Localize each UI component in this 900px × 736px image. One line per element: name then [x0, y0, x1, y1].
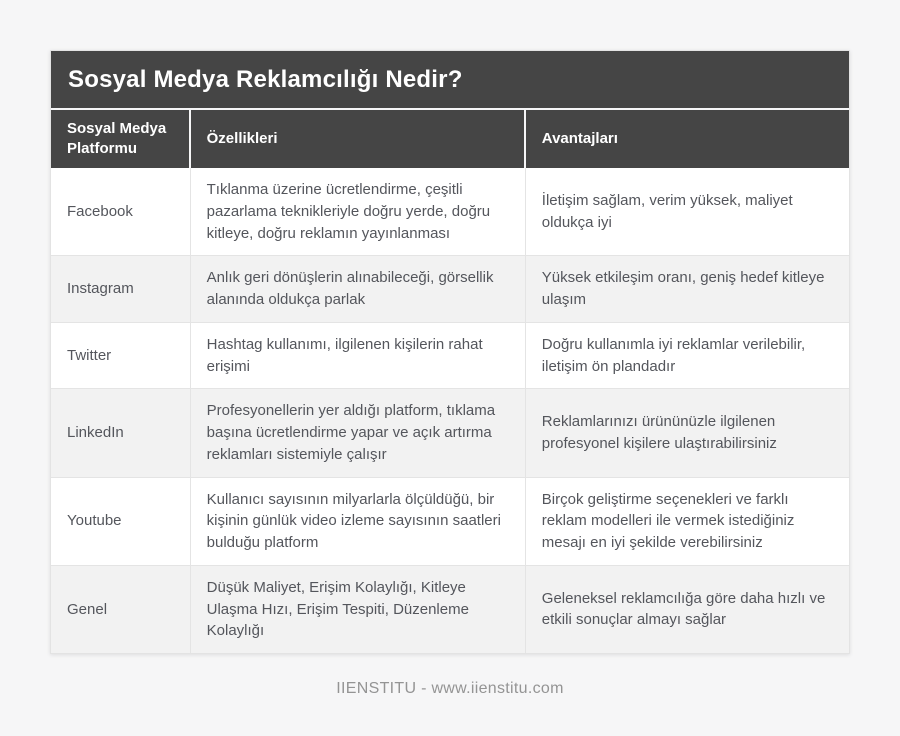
platform-advantages: İletişim sağlam, verim yüksek, maliyet oldukça iyi: [526, 168, 849, 256]
table-row-instagram: [51, 256, 849, 323]
table-row-twitter: [51, 323, 849, 390]
column-header-advantages: Avantajları: [526, 110, 849, 168]
platform-features: Profesyonellerin yer aldığı platform, tıklama başına ücretlendirme yapar ve açık artırma reklamları sistemiyle çalışır: [191, 389, 526, 477]
platform-name: LinkedIn: [51, 389, 191, 477]
page-title: Sosyal Medya Reklamcılığı Nedir?: [51, 51, 849, 110]
platform-features: Düşük Maliyet, Erişim Kolaylığı, Kitleye Ulaşma Hızı, Erişim Tespiti, Düzenleme Kolaylığı: [191, 566, 526, 653]
platform-name: Genel: [51, 566, 191, 653]
platform-name: Twitter: [51, 323, 191, 390]
info-card: [50, 50, 850, 654]
table-row-youtube: [51, 478, 849, 566]
platform-features: Hashtag kullanımı, ilgilenen kişilerin rahat erişimi: [191, 323, 526, 390]
table-body: [51, 168, 849, 653]
table-row-facebook: [51, 168, 849, 256]
platform-name: Instagram: [51, 256, 191, 323]
column-header-platform: Sosyal Medya Platformu: [51, 110, 191, 168]
column-header-features: Özellikleri: [191, 110, 526, 168]
platform-advantages: Doğru kullanımla iyi reklamlar verilebilir, iletişim ön plandadır: [526, 323, 849, 390]
platform-advantages: Yüksek etkileşim oranı, geniş hedef kitleye ulaşım: [526, 256, 849, 323]
platform-name: Facebook: [51, 168, 191, 256]
header-row: [51, 110, 849, 168]
table-row-linkedin: [51, 389, 849, 477]
footer-credit: IIENSTITU - www.iienstitu.com: [336, 680, 564, 697]
platform-features: Kullanıcı sayısının milyarlarla ölçüldüğü, bir kişinin günlük video izleme sayısının saatleri bulduğu platform: [191, 478, 526, 566]
platform-advantages: Birçok geliştirme seçenekleri ve farklı reklam modelleri ile vermek istediğiniz mesajı en iyi şekilde verebilirsiniz: [526, 478, 849, 566]
social-media-table: [51, 110, 849, 653]
platform-advantages: Reklamlarınızı ürününüzle ilgilenen profesyonel kişilere ulaştırabilirsiniz: [526, 389, 849, 477]
platform-features: Tıklanma üzerine ücretlendirme, çeşitli pazarlama teknikleriyle doğru yerde, doğru kitleye, doğru reklamın yayınlanması: [191, 168, 526, 256]
platform-features: Anlık geri dönüşlerin alınabileceği, görsellik alanında oldukça parlak: [191, 256, 526, 323]
table-header: [51, 110, 849, 168]
table-row-genel: [51, 566, 849, 653]
platform-advantages: Geleneksel reklamcılığa göre daha hızlı ve etkili sonuçlar almayı sağlar: [526, 566, 849, 653]
platform-name: Youtube: [51, 478, 191, 566]
